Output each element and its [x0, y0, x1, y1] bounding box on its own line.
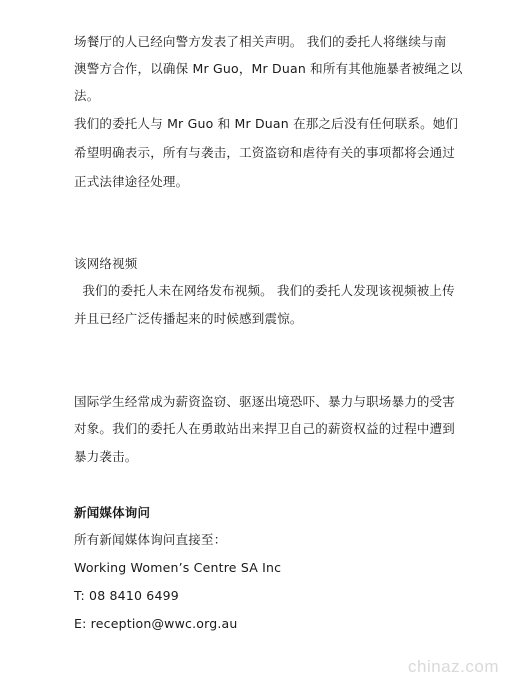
paragraph-1-line-1: 场餐厅的人已经向警方发表了相关声明。 我们的委托人将继续与南 — [74, 34, 447, 49]
video-section-title: 该网络视频 — [74, 256, 138, 271]
organization-name: Working Women’s Centre SA Inc — [74, 560, 282, 575]
paragraph-2-line-1: 我们的委托人与 Mr Guo 和 Mr Duan 在那之后没有任何联系。她们 — [74, 116, 459, 131]
phone-number: T: 08 8410 6499 — [74, 588, 179, 603]
paragraph-1-line-3: 法。 — [74, 88, 100, 103]
email-address: E: reception@wwc.org.au — [74, 616, 238, 631]
watermark: chinaz.com — [408, 657, 499, 676]
paragraph-1-line-2: 澳警方合作，以确保 Mr Guo，Mr Duan 和所有其他施暴者被绳之以 — [74, 61, 463, 76]
paragraph-2-line-2: 希望明确表示，所有与袭击，工资盗窃和虐待有关的事项都将会通过 — [74, 145, 456, 160]
video-section-line-2: 并且已经广泛传播起来的时候感到震惊。 — [74, 311, 303, 326]
paragraph-3-line-2: 对象。我们的委托人在勇敢站出来捍卫自己的薪资权益的过程中遭到 — [74, 421, 456, 436]
paragraph-3-line-3: 暴力袭击。 — [74, 449, 138, 464]
video-section-line-1: 我们的委托人未在网络发布视频。 我们的委托人发现该视频被上传 — [74, 283, 455, 298]
media-enquiries-intro: 所有新闻媒体询问直接至： — [74, 532, 227, 547]
paragraph-3-line-1: 国际学生经常成为薪资盗窃、驱逐出境恐吓、暴力与职场暴力的受害 — [74, 394, 456, 409]
media-enquiries-heading: 新闻媒体询问 — [74, 505, 151, 520]
paragraph-2-line-3: 正式法律途径处理。 — [74, 174, 189, 189]
